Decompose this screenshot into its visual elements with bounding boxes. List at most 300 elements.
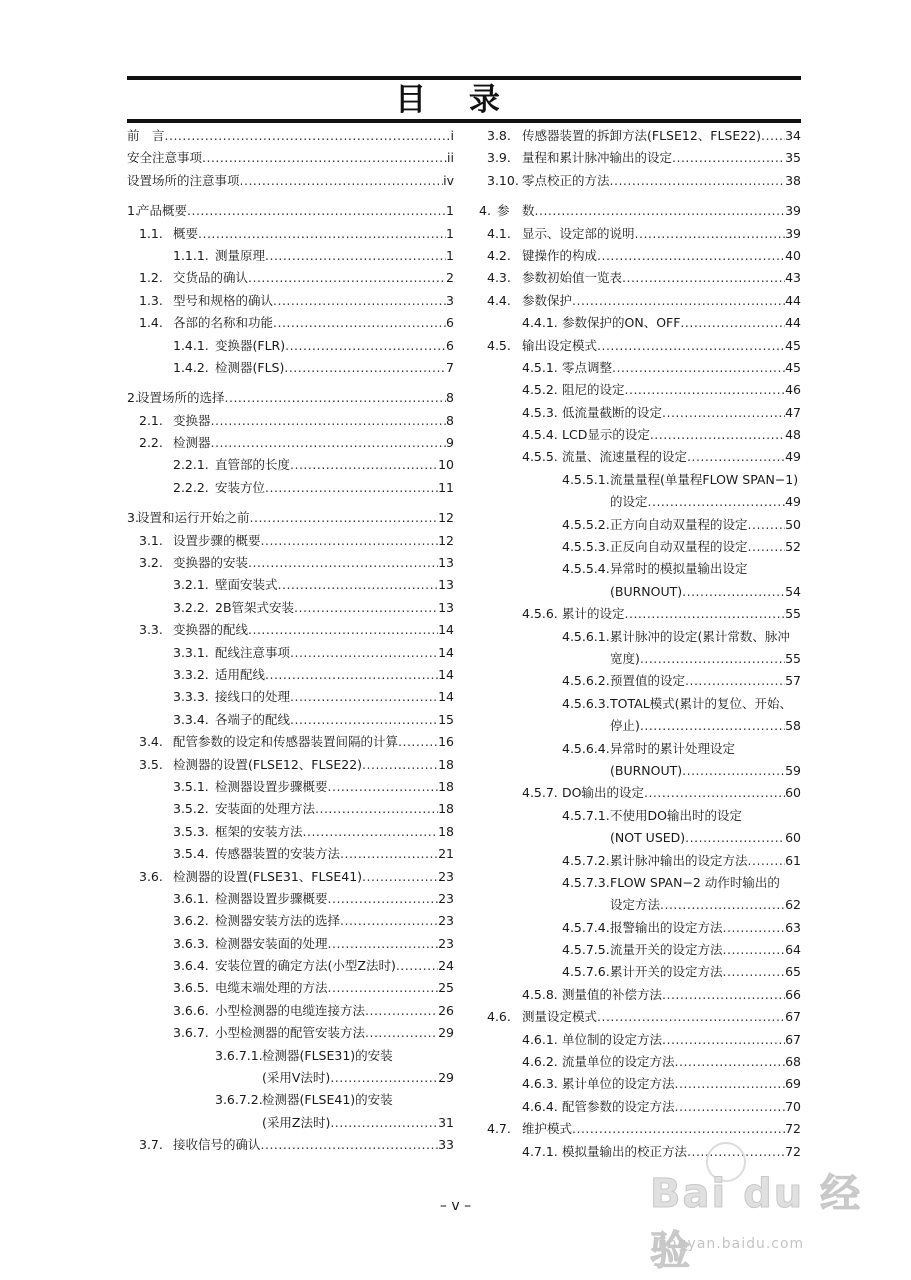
toc-entry-page: 40: [785, 247, 801, 263]
toc-entry-title: 安装方位: [215, 479, 266, 495]
toc-entry-body: [610, 738, 801, 760]
toc-entry[interactable]: [127, 910, 454, 932]
dot-leader: [396, 955, 438, 977]
toc-entry-page: 43: [785, 270, 801, 286]
toc-entry-number: 3.5.1.: [173, 778, 209, 794]
toc-entry-body: [610, 558, 801, 580]
toc-entry[interactable]: [487, 357, 801, 379]
toc-entry-page: 26: [438, 1002, 454, 1018]
toc-entry-page: 72: [785, 1121, 801, 1137]
toc-entry-body: [173, 312, 454, 334]
toc-entry[interactable]: [127, 798, 454, 820]
toc-entry[interactable]: [127, 776, 454, 798]
toc-entry-body: [522, 267, 801, 289]
dot-leader: [328, 776, 439, 798]
toc-entry-title: 检测器(FLS): [215, 359, 285, 375]
toc-entry-body: [173, 754, 454, 776]
toc-entry[interactable]: [487, 648, 801, 670]
toc-entry-body: [137, 200, 454, 222]
toc-entry-number: 4.5.1.: [522, 359, 558, 375]
dot-leader: [303, 821, 439, 843]
toc-entry[interactable]: [127, 843, 454, 865]
toc-entry-title: 概要: [173, 225, 199, 241]
toc-entry[interactable]: [127, 387, 454, 409]
dot-leader: [290, 686, 438, 708]
dot-leader: [723, 917, 786, 939]
toc-entry-body: [610, 760, 801, 782]
toc-entry-body: [610, 894, 801, 916]
toc-entry[interactable]: [487, 469, 801, 491]
dot-leader: [285, 335, 446, 357]
toc-entry-body: [173, 530, 454, 552]
baidu-watermark: [640, 1150, 900, 1274]
dot-leader: [640, 648, 785, 670]
toc-entry-body: [173, 223, 454, 245]
toc-entry-title: 小型检测器的电缆连接方法: [215, 1002, 366, 1018]
toc-entry[interactable]: [487, 939, 801, 961]
toc-entry-page: iv: [443, 172, 454, 188]
toc-entry-number: 3.3.4.: [173, 711, 209, 727]
toc-entry-title: (NOT USED): [610, 830, 686, 846]
toc-entry[interactable]: [127, 955, 454, 977]
toc-entry-title: 变换器: [173, 412, 211, 428]
toc-entry-title: 测量原理: [215, 247, 266, 263]
toc-entry-number: 4.5.6.1.: [562, 628, 610, 644]
toc-entry-page: 47: [785, 404, 801, 420]
toc-entry[interactable]: [487, 446, 801, 468]
toc-entry-page: 44: [785, 315, 801, 331]
toc-entry-body: [215, 357, 454, 379]
toc-entry[interactable]: [127, 1134, 454, 1156]
toc-entry-number: 3.7.: [139, 1137, 163, 1153]
toc-entry-body: [137, 507, 454, 529]
toc-entry-page: 54: [785, 583, 801, 599]
dot-leader: [250, 507, 439, 529]
toc-entry-number: 2.2.2.: [173, 479, 209, 495]
toc-entry-body: [610, 872, 801, 894]
dot-leader: [660, 894, 785, 916]
toc-entry-page: 8: [446, 390, 454, 406]
toc-entry-title: 变换器的安装: [173, 555, 249, 571]
toc-entry-title: 阻尼的设定: [562, 382, 625, 398]
toc-entry[interactable]: [127, 223, 454, 245]
toc-entry[interactable]: [127, 866, 454, 888]
dot-leader: [248, 552, 438, 574]
toc-entry-body: [215, 1000, 454, 1022]
toc-entry[interactable]: [127, 686, 454, 708]
toc-entry[interactable]: [127, 507, 454, 529]
toc-entry-body: [173, 290, 454, 312]
toc-entry-number: 4.5.7.5.: [562, 942, 610, 958]
toc-entry[interactable]: [127, 574, 454, 596]
toc-entry-page: 57: [785, 673, 801, 689]
toc-entry[interactable]: [127, 619, 454, 641]
dot-leader: [723, 961, 786, 983]
toc-entry[interactable]: [487, 147, 801, 169]
toc-entry[interactable]: [487, 894, 801, 916]
dot-leader: [625, 379, 786, 401]
toc-entry[interactable]: [127, 977, 454, 999]
toc-entry[interactable]: [487, 379, 801, 401]
dot-leader: [290, 642, 438, 664]
toc-entry-number: 3.6.7.: [173, 1025, 209, 1041]
toc-entry[interactable]: [487, 760, 801, 782]
toc-entry[interactable]: [487, 738, 801, 760]
toc-entry-number: 4.6.: [487, 1009, 511, 1025]
toc-entry[interactable]: [127, 754, 454, 776]
toc-entry[interactable]: [127, 664, 454, 686]
toc-entry-body: [562, 1073, 801, 1095]
toc-entry-page: 45: [785, 337, 801, 353]
dot-leader: [265, 477, 438, 499]
dot-leader: [610, 170, 786, 192]
toc-entry-body: [173, 1134, 454, 1156]
toc-entry-number: 4.4.1.: [522, 315, 558, 331]
toc-entry-page: 33: [438, 1137, 454, 1153]
toc-entry[interactable]: [127, 290, 454, 312]
toc-entry-number: 3.6.2.: [173, 913, 209, 929]
toc-entry-body: [562, 424, 801, 446]
toc-entry-number: 4.5.: [487, 337, 511, 353]
toc-entry-body: [610, 514, 801, 536]
toc-entry-title: 停止): [610, 718, 640, 734]
toc-entry-body: [215, 977, 454, 999]
toc-entry[interactable]: [487, 850, 801, 872]
toc-entry[interactable]: [127, 888, 454, 910]
toc-entry-number: 3.6.5.: [173, 980, 209, 996]
toc-entry-title: 累计单位的设定方法: [562, 1076, 675, 1092]
toc-entry[interactable]: [127, 200, 454, 222]
toc-entry-number: 1.1.1.: [173, 247, 209, 263]
dot-leader: [240, 170, 444, 192]
toc-entry[interactable]: [127, 552, 454, 574]
toc-entry-page: 18: [438, 823, 454, 839]
toc-entry-page: 29: [438, 1025, 454, 1041]
dot-leader: [273, 312, 446, 334]
dot-leader: [648, 491, 786, 513]
toc-entry[interactable]: [487, 1006, 801, 1028]
toc-entry[interactable]: [127, 642, 454, 664]
toc-entry-title: 变换器的配线: [173, 622, 249, 638]
dot-leader: [761, 125, 785, 147]
toc-entry[interactable]: [487, 626, 801, 648]
toc-entry[interactable]: [127, 1045, 454, 1067]
toc-entry-title: 型号和规格的确认: [173, 292, 274, 308]
toc-entry[interactable]: [127, 432, 454, 454]
toc-entry-body: [215, 335, 454, 357]
toc-entry-page: 52: [785, 539, 801, 555]
toc-entry-body: [610, 581, 801, 603]
toc-entry[interactable]: [127, 335, 454, 357]
toc-entry[interactable]: [487, 961, 801, 983]
toc-entry-page: 45: [785, 359, 801, 375]
toc-entry[interactable]: [487, 170, 801, 192]
toc-entry-title: 设定方法: [610, 897, 661, 913]
toc-entry[interactable]: [487, 223, 801, 245]
toc-entry-body: [562, 603, 801, 625]
toc-entry-body: [610, 715, 801, 737]
toc-entry-number: 3.2.2.: [173, 599, 209, 615]
toc-entry-title: DO输出的设定: [562, 785, 644, 801]
toc-entry[interactable]: [487, 1029, 801, 1051]
toc-entry-number: 3.5.2.: [173, 801, 209, 817]
toc-entry-page: 67: [785, 1031, 801, 1047]
toc-entry[interactable]: [487, 1118, 801, 1140]
toc-entry-number: 4.6.1.: [522, 1031, 558, 1047]
toc-entry-body: [262, 1045, 454, 1067]
toc-entry[interactable]: [127, 267, 454, 289]
toc-entry-page: 59: [785, 762, 801, 778]
toc-entry-body: [215, 888, 454, 910]
toc-entry-body: [173, 410, 454, 432]
toc-entry-title: (采用Z法时): [262, 1114, 331, 1130]
toc-entry-title: 参数保护的ON、OFF: [562, 315, 681, 331]
toc-entry-body: [127, 147, 454, 169]
toc-entry[interactable]: [487, 984, 801, 1006]
toc-entry-body: [215, 955, 454, 977]
toc-entry[interactable]: [127, 731, 454, 753]
toc-entry-body: [522, 125, 801, 147]
toc-entry-title: 零点调整: [562, 359, 613, 375]
toc-entry-page: 12: [438, 532, 454, 548]
toc-entry-page: 39: [785, 203, 801, 219]
toc-entry[interactable]: [487, 536, 801, 558]
toc-entry[interactable]: [127, 147, 454, 169]
toc-entry-body: [215, 245, 454, 267]
dot-leader: [597, 1006, 785, 1028]
toc-entry-title: 输出设定模式: [522, 337, 598, 353]
toc-entry[interactable]: [127, 245, 454, 267]
toc-entry[interactable]: [127, 709, 454, 731]
toc-entry[interactable]: [127, 1089, 454, 1111]
toc-entry-number: 4.4.: [487, 292, 511, 308]
toc-entry-page: 48: [785, 427, 801, 443]
toc-entry[interactable]: [487, 491, 801, 513]
dot-leader: [572, 290, 785, 312]
toc-entry-number: 3.9.: [487, 150, 511, 166]
toc-right-column: [479, 125, 801, 1163]
toc-entry-title: 累计脉冲的设定(累计常数、脉冲: [610, 628, 790, 644]
toc-entry[interactable]: [487, 872, 801, 894]
toc-entry-number: 3.3.: [139, 622, 163, 638]
toc-entry-title: 交货品的确认: [173, 270, 249, 286]
toc-entry-body: [173, 866, 454, 888]
toc-entry-number: 2.2.: [139, 435, 163, 451]
dot-leader: [362, 866, 438, 888]
toc-entry[interactable]: [127, 1112, 454, 1134]
toc-entry-title: 变换器(FLR): [215, 337, 286, 353]
toc-entry[interactable]: [127, 933, 454, 955]
toc-entry[interactable]: [487, 827, 801, 849]
toc-entry[interactable]: [487, 581, 801, 603]
toc-entry[interactable]: [487, 917, 801, 939]
toc-entry[interactable]: [487, 558, 801, 580]
toc-entry-title: 检测器(FLSE41)的安装: [262, 1092, 393, 1108]
toc-entry-page: 70: [785, 1098, 801, 1114]
dot-leader: [682, 581, 785, 603]
toc-entry-page: 6: [446, 337, 454, 353]
toc-entry-body: [215, 776, 454, 798]
toc-entry[interactable]: [487, 670, 801, 692]
toc-entry-number: 4.7.: [487, 1121, 511, 1137]
toc-entry[interactable]: [127, 410, 454, 432]
toc-entry-body: [215, 477, 454, 499]
toc-entry-page: 7: [446, 359, 454, 375]
toc-entry-page: 65: [785, 964, 801, 980]
dot-leader: [225, 387, 447, 409]
toc-entry-page: 44: [785, 292, 801, 308]
dot-leader: [273, 290, 446, 312]
toc-entry[interactable]: [487, 312, 801, 334]
toc-entry-number: 3.8.: [487, 128, 511, 143]
page-number-footer: – v –: [439, 1198, 472, 1214]
toc-entry-page: 50: [785, 516, 801, 532]
toc-entry-number: 4.2.: [487, 247, 511, 263]
toc-entry[interactable]: [487, 782, 801, 804]
toc-entry-number: 4.5.5.2.: [562, 516, 610, 532]
dot-leader: [187, 200, 446, 222]
toc-entry[interactable]: [127, 477, 454, 499]
toc-entry-title: 参数初始值一览表: [522, 270, 623, 286]
dot-leader: [278, 574, 439, 596]
toc-entry-number: 4.: [479, 203, 491, 219]
dot-leader: [672, 147, 785, 169]
toc-entry[interactable]: [487, 424, 801, 446]
watermark-brand: Bai du 经验: [650, 1171, 863, 1274]
toc-entry-title: 安装位置的确定方法(小型Z法时): [215, 958, 396, 974]
toc-entry-body: [562, 312, 801, 334]
toc-entry-number: 2.1.: [139, 412, 163, 428]
toc-entry[interactable]: [487, 125, 801, 147]
toc-entry[interactable]: [127, 170, 454, 192]
toc-entry-page: 46: [785, 382, 801, 398]
toc-entry[interactable]: [487, 603, 801, 625]
toc-entry[interactable]: [487, 267, 801, 289]
toc-entry-number: 3.3.2.: [173, 666, 209, 682]
toc-entry-title: 低流量截断的设定: [562, 404, 663, 420]
toc-entry-number: 4.1.: [487, 225, 511, 241]
toc-entry-title: 适用配线: [215, 666, 266, 682]
toc-entry-title: 键操作的构成: [522, 247, 598, 263]
toc-entry-page: 49: [785, 449, 801, 465]
toc-entry-number: 3.5.: [139, 756, 163, 772]
toc-entry[interactable]: [127, 1022, 454, 1044]
toc-entry[interactable]: [487, 1096, 801, 1118]
toc-entry[interactable]: [127, 597, 454, 619]
toc-entry-page: 18: [438, 756, 454, 772]
toc-entry-page: 13: [438, 599, 454, 615]
toc-entry[interactable]: [487, 335, 801, 357]
dot-leader: [294, 597, 438, 619]
toc-entry-body: [215, 642, 454, 664]
toc-entry-page: 61: [785, 852, 801, 868]
toc-entry-body: [127, 170, 454, 192]
dot-leader: [398, 731, 438, 753]
toc-entry[interactable]: [127, 357, 454, 379]
toc-entry-number: 1.3.: [139, 292, 163, 308]
toc-entry-title: (BURNOUT): [610, 583, 683, 599]
toc-entry-number: 4.5.5.4.: [562, 561, 610, 577]
toc-entry-title: 设置场所的选择: [137, 390, 225, 406]
dot-leader: [662, 402, 785, 424]
toc-entry-page: 62: [785, 897, 801, 913]
toc-entry[interactable]: [127, 454, 454, 476]
toc-entry-page: 3: [446, 292, 454, 308]
toc-entry-page: 23: [438, 890, 454, 906]
toc-entry[interactable]: [127, 821, 454, 843]
toc-entry[interactable]: [487, 245, 801, 267]
toc-entry-body: [610, 961, 801, 983]
dot-leader: [675, 1073, 786, 1095]
toc-entry-page: 23: [438, 935, 454, 951]
toc-entry[interactable]: [487, 402, 801, 424]
toc-entry-page: 1: [446, 203, 454, 219]
dot-leader: [680, 312, 785, 334]
dot-leader: [330, 1067, 438, 1089]
toc-entry[interactable]: [127, 312, 454, 334]
dot-leader: [662, 984, 785, 1006]
dot-leader: [290, 709, 438, 731]
toc-entry-title: 配线注意事项: [215, 644, 291, 660]
dot-leader: [685, 827, 785, 849]
toc-entry-title: 预置值的设定: [610, 673, 686, 689]
toc-entry[interactable]: [127, 125, 454, 147]
toc-entry[interactable]: [127, 530, 454, 552]
toc-entry-body: [562, 1051, 801, 1073]
toc-entry-page: 14: [438, 622, 454, 638]
toc-entry[interactable]: [479, 200, 801, 222]
toc-entry-page: 10: [438, 457, 454, 473]
toc-entry[interactable]: [487, 514, 801, 536]
toc-left-column: [127, 125, 454, 1157]
toc-entry-number: 4.5.2.: [522, 382, 558, 398]
toc-entry-page: 55: [785, 650, 801, 666]
toc-entry-number: 3.2.: [139, 555, 163, 571]
toc-entry[interactable]: [487, 1051, 801, 1073]
toc-entry-number: 2.: [127, 390, 139, 406]
toc-entry-number: 1.1.: [139, 225, 163, 241]
toc-entry[interactable]: [487, 290, 801, 312]
toc-entry[interactable]: [487, 715, 801, 737]
toc-entry-page: 14: [438, 666, 454, 682]
toc-entry[interactable]: [487, 693, 801, 715]
toc-entry-page: 6: [446, 315, 454, 331]
toc-entry[interactable]: [487, 1073, 801, 1095]
dot-leader: [365, 1000, 438, 1022]
toc-entry-number: 4.5.7.2.: [562, 852, 610, 868]
toc-entry-page: 58: [785, 718, 801, 734]
dot-leader: [662, 1029, 785, 1051]
toc-entry[interactable]: [487, 805, 801, 827]
toc-entry-body: [610, 939, 801, 961]
toc-entry-body: [610, 917, 801, 939]
toc-entry-page: 14: [438, 689, 454, 705]
toc-entry-body: [522, 223, 801, 245]
toc-entry-body: [562, 1029, 801, 1051]
toc-entry-page: 13: [438, 555, 454, 571]
toc-entry-body: [610, 648, 801, 670]
toc-entry[interactable]: [127, 1000, 454, 1022]
toc-entry-title: 测量值的补偿方法: [562, 986, 663, 1002]
toc-entry-body: [215, 574, 454, 596]
toc-entry-title: LCD显示的设定: [562, 427, 650, 443]
toc-entry-body: [497, 200, 801, 222]
dot-leader: [687, 446, 785, 468]
toc-entry[interactable]: [127, 1067, 454, 1089]
toc-entry-title: 流量单位的设定方法: [562, 1054, 675, 1070]
toc-entry-page: 68: [785, 1054, 801, 1070]
toc-entry-title: 传感器装置的安装方法: [215, 846, 341, 862]
